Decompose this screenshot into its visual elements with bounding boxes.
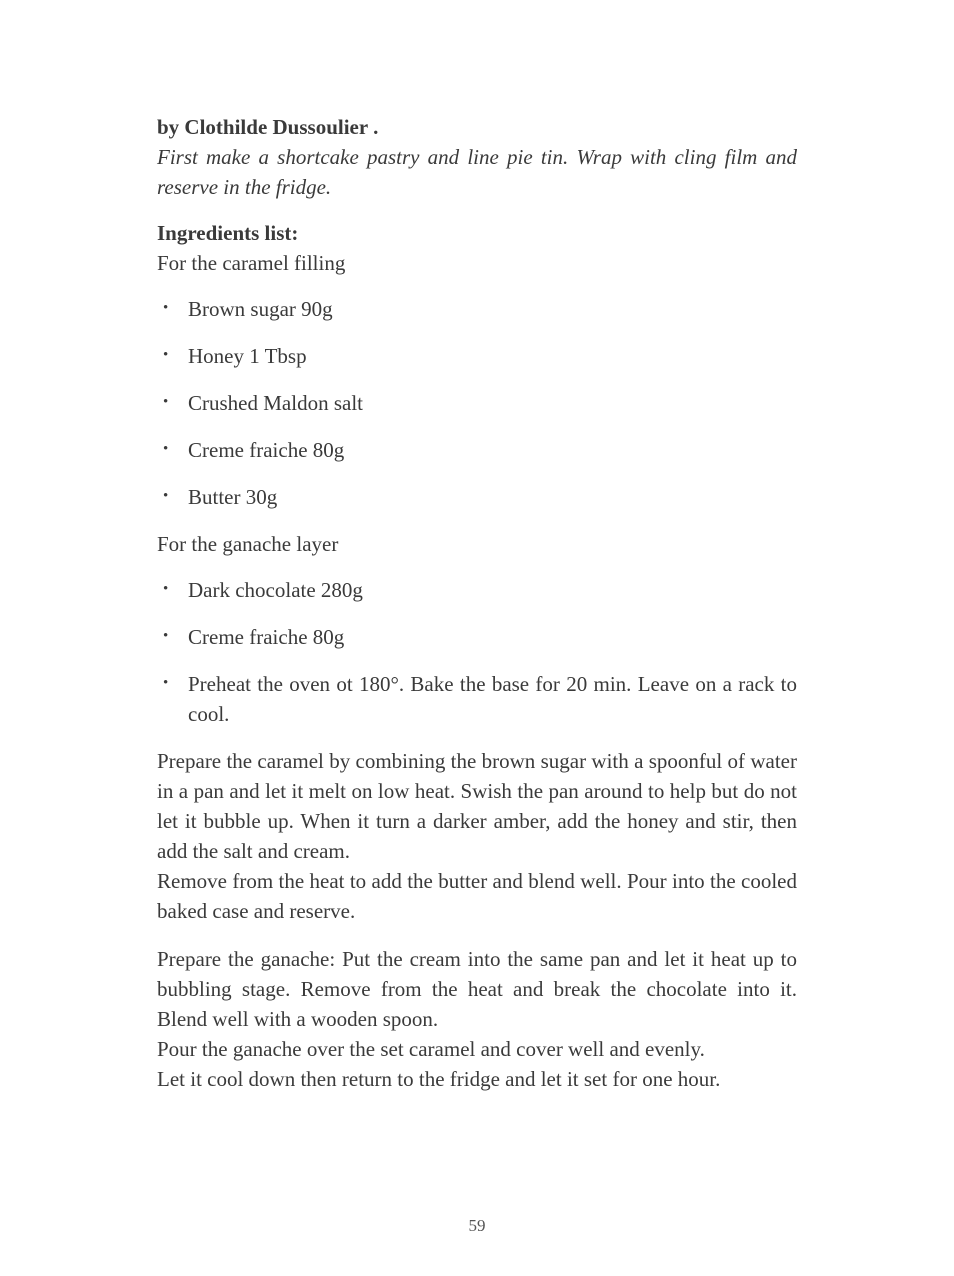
list-item bbox=[157, 435, 797, 465]
intro-text: First make a shortcake pastry and line pie tin. Wrap with cling film and reserve in the fridge. bbox=[157, 145, 797, 199]
list-item bbox=[157, 388, 797, 418]
ingredient-text: Butter 30g bbox=[188, 485, 278, 509]
ingredient-text: Creme fraiche 80g bbox=[188, 625, 345, 649]
caramel-subheading: For the caramel filling bbox=[157, 251, 346, 275]
text-column bbox=[157, 112, 797, 1094]
ingredients-heading: Ingredients list: bbox=[157, 221, 299, 245]
page-number: 59 bbox=[468, 1216, 486, 1235]
bullet-icon: • bbox=[163, 488, 169, 504]
bullet-icon: • bbox=[163, 394, 169, 410]
paragraph-caramel-1: Prepare the caramel by combining the brown sugar with a spoonful of water in a pan and let it melt on low heat. Swish the pan around to help but do not let it bubble up. When it turn a darker amber, add the honey and stir, then add the salt and cream. bbox=[157, 749, 797, 863]
list-item bbox=[157, 341, 797, 371]
caramel-ingredient-list bbox=[157, 294, 797, 512]
list-item bbox=[157, 622, 797, 652]
bullet-icon: • bbox=[163, 675, 169, 691]
list-item bbox=[157, 482, 797, 512]
list-item bbox=[157, 669, 797, 729]
ingredient-text: Creme fraiche 80g bbox=[188, 438, 345, 462]
bullet-icon: • bbox=[163, 581, 169, 597]
ingredient-text: Brown sugar 90g bbox=[188, 297, 333, 321]
bullet-icon: • bbox=[163, 300, 169, 316]
bullet-icon: • bbox=[163, 347, 169, 363]
ingredient-text: Dark chocolate 280g bbox=[188, 578, 363, 602]
ganache-ingredient-list bbox=[157, 575, 797, 729]
paragraph-caramel-2: Remove from the heat to add the butter and blend well. Pour into the cooled baked case and reserve. bbox=[157, 869, 797, 923]
caramel-method bbox=[157, 746, 797, 926]
ingredient-text: Crushed Maldon salt bbox=[188, 391, 363, 415]
ganache-subheading: For the ganache layer bbox=[157, 532, 339, 556]
ingredient-text: Honey 1 Tbsp bbox=[188, 344, 307, 368]
ingredient-text: Preheat the oven ot 180°. Bake the base for 20 min. Leave on a rack to cool. bbox=[188, 672, 797, 726]
ganache-method bbox=[157, 944, 797, 1094]
list-item bbox=[157, 294, 797, 324]
bullet-icon: • bbox=[163, 628, 169, 644]
paragraph-ganache-2: Pour the ganache over the set caramel and cover well and evenly. bbox=[157, 1037, 705, 1061]
byline: by Clothilde Dussoulier . bbox=[157, 115, 379, 139]
paragraph-ganache-3: Let it cool down then return to the fridge and let it set for one hour. bbox=[157, 1067, 721, 1091]
bullet-icon: • bbox=[163, 441, 169, 457]
paragraph-ganache-1: Prepare the ganache: Put the cream into the same pan and let it heat up to bubbling stage. Remove from the heat and break the chocolate into it. Blend well with a wooden spoon. bbox=[157, 947, 797, 1031]
list-item bbox=[157, 575, 797, 605]
